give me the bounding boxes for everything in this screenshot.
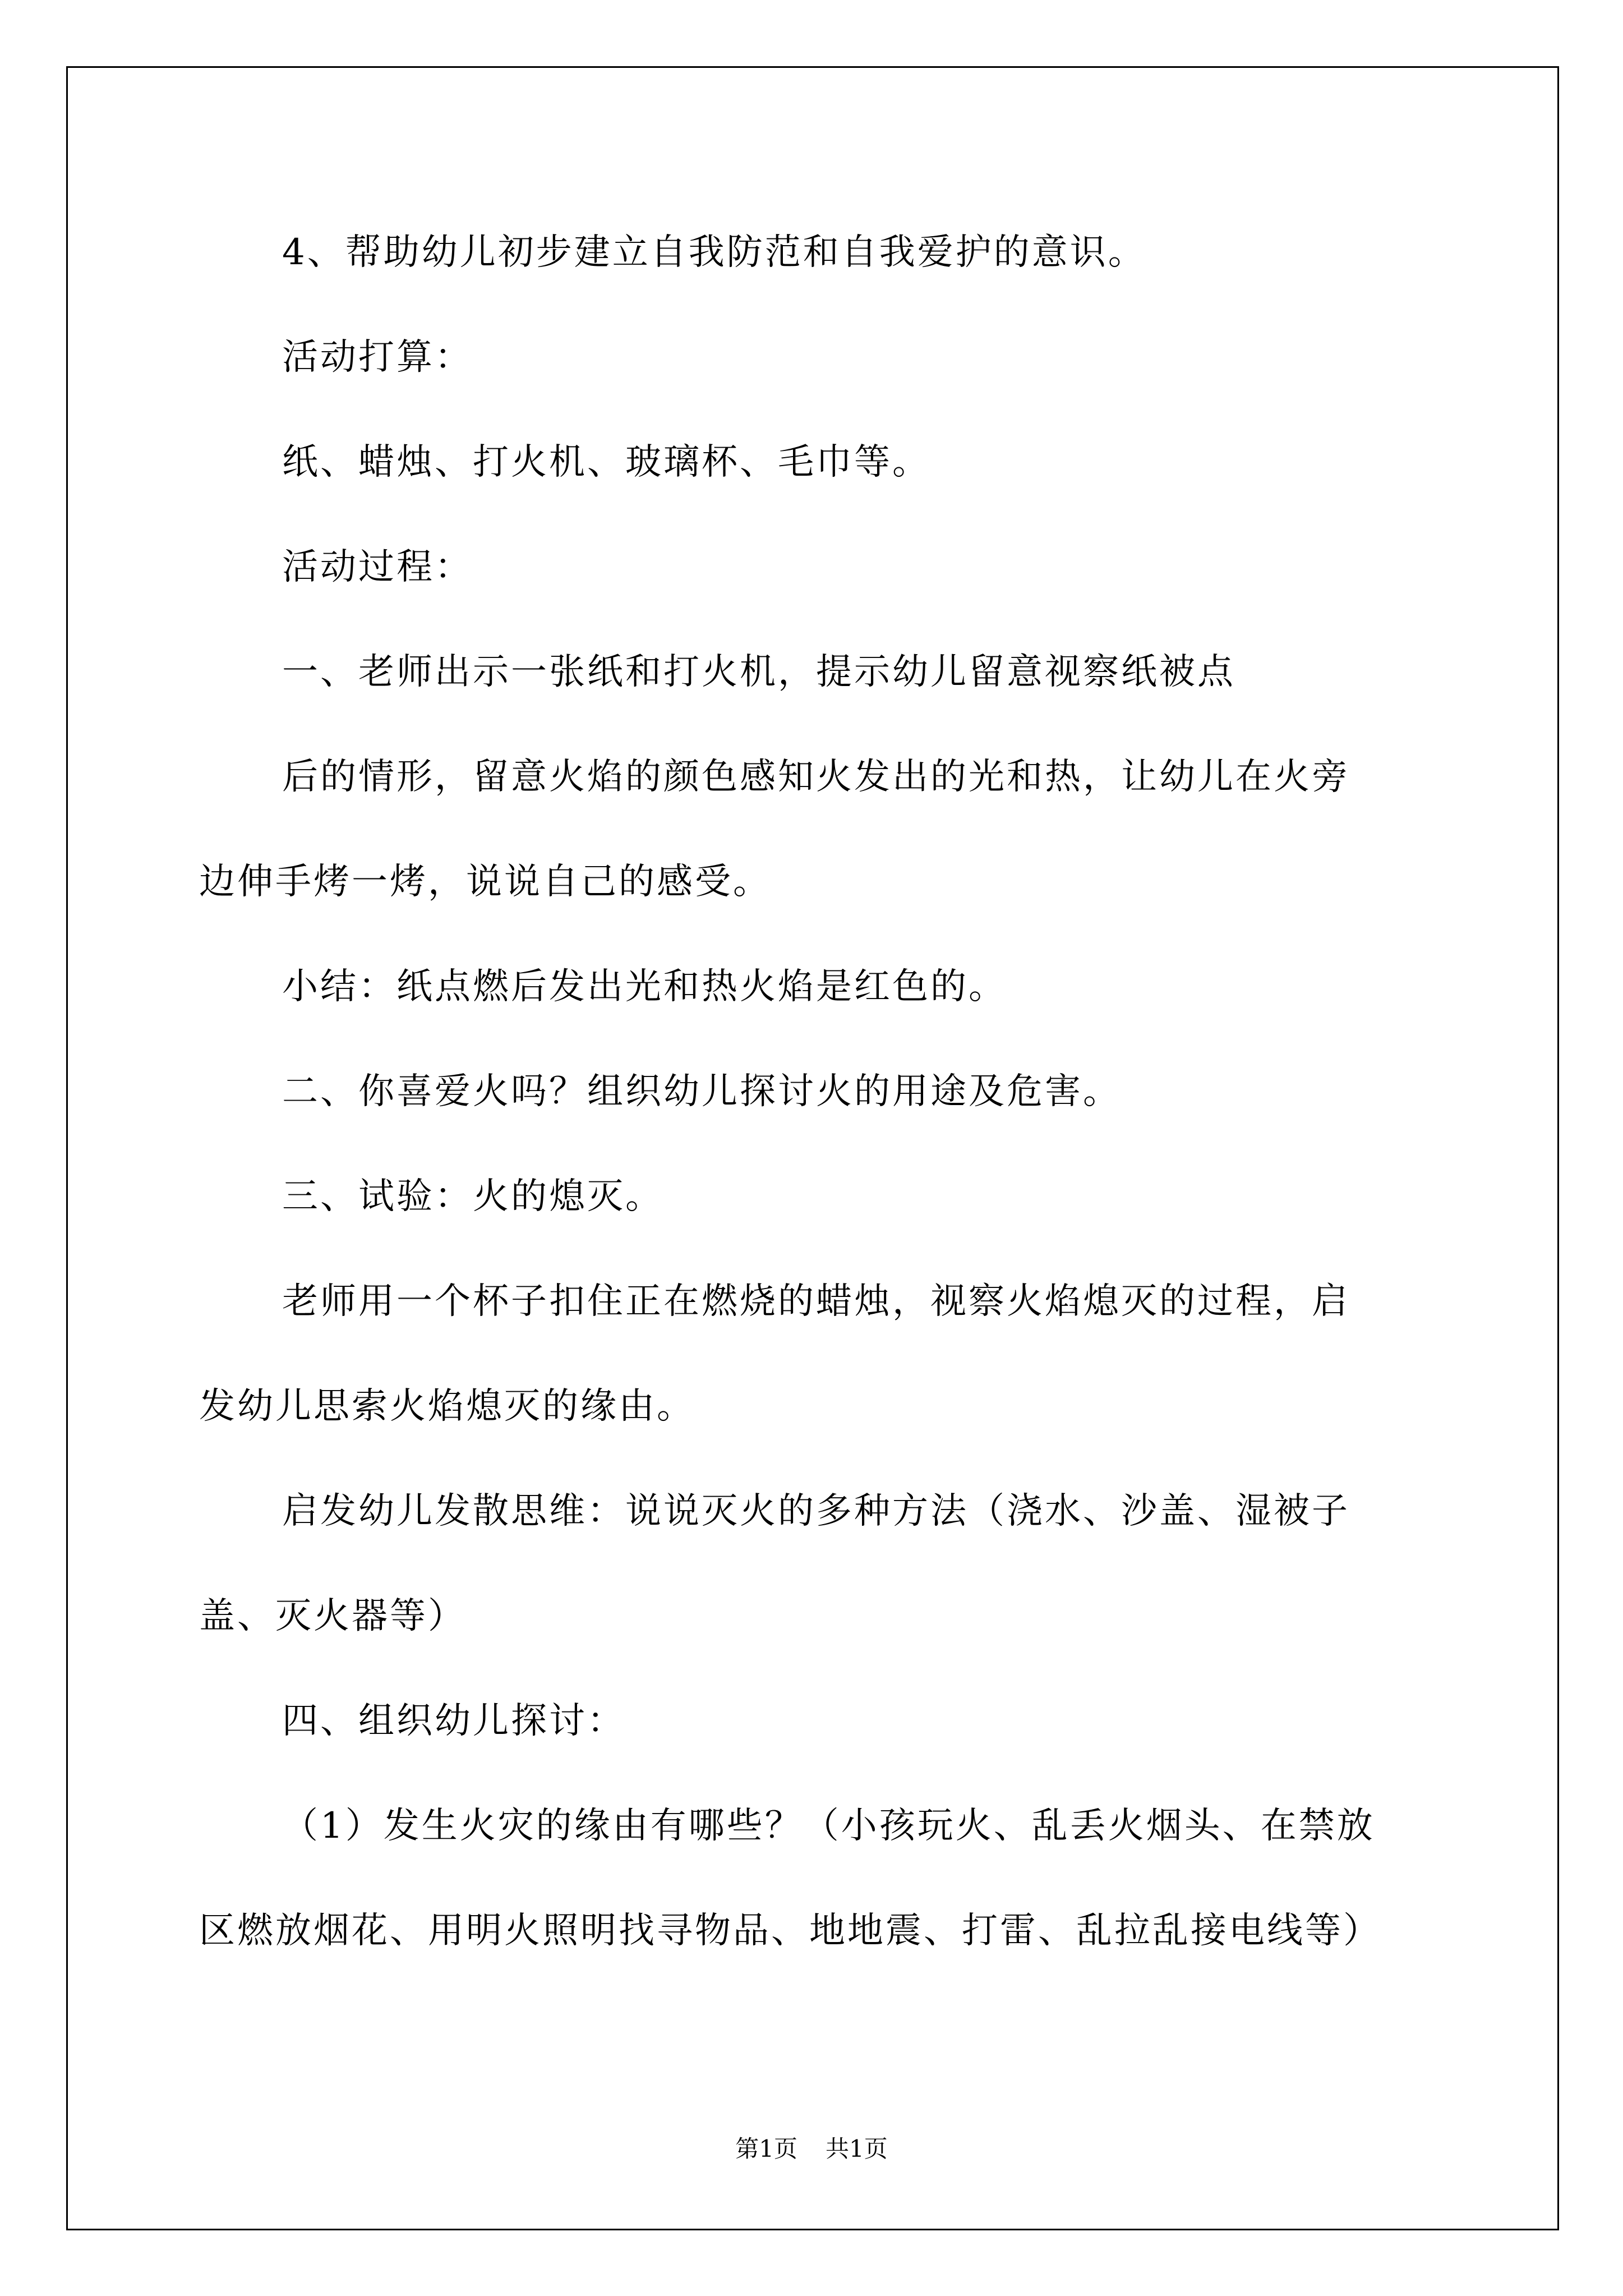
paragraph-line: 盖、灭火器等） bbox=[199, 1595, 466, 1637]
paragraph-line: （1）发生火灾的缘由有哪些？（小孩玩火、乱丢火烟头、在禁放 bbox=[282, 1805, 1375, 1847]
paragraph-line: 小结：纸点燃后发出光和热火焰是红色的。 bbox=[282, 966, 1007, 1007]
page-number-current: 第1页 bbox=[735, 2135, 797, 2162]
paragraph-line: 启发幼儿发散思维：说说灭火的多种方法（浇水、沙盖、湿被子 bbox=[282, 1490, 1350, 1532]
paragraph-line: 后的情形，留意火焰的颜色感知火发出的光和热，让幼儿在火旁 bbox=[282, 756, 1350, 798]
paragraph-line: 二、你喜爱火吗？组织幼儿探讨火的用途及危害。 bbox=[282, 1071, 1121, 1112]
page-number-total: 共1页 bbox=[826, 2135, 888, 2162]
paragraph-line: 老师用一个杯子扣住正在燃烧的蜡烛，视察火焰熄灭的过程，启 bbox=[282, 1281, 1350, 1322]
paragraph-line: 发幼儿思索火焰熄灭的缘由。 bbox=[199, 1386, 695, 1427]
page-border bbox=[66, 66, 1559, 2230]
paragraph-line: 一、老师出示一张纸和打火机，提示幼儿留意视察纸被点 bbox=[282, 651, 1235, 693]
paragraph-line: 纸、蜡烛、打火机、玻璃杯、毛巾等。 bbox=[282, 441, 930, 483]
paragraph-line: 区燃放烟花、用明火照明找寻物品、地地震、打雷、乱拉乱接电线等） bbox=[199, 1910, 1381, 1952]
paragraph-line: 四、组织幼儿探讨： bbox=[282, 1700, 625, 1742]
paragraph-line: 活动打算： bbox=[282, 337, 473, 378]
paragraph-line: 三、试验：火的熄灭。 bbox=[282, 1176, 663, 1217]
paragraph-line: 活动过程： bbox=[282, 546, 473, 588]
paragraph-line: 边伸手烤一烤，说说自己的感受。 bbox=[199, 861, 771, 903]
page-footer bbox=[0, 2131, 1623, 2164]
paragraph-line: 4、帮助幼儿初步建立自我防范和自我爱护的意识。 bbox=[282, 232, 1146, 273]
